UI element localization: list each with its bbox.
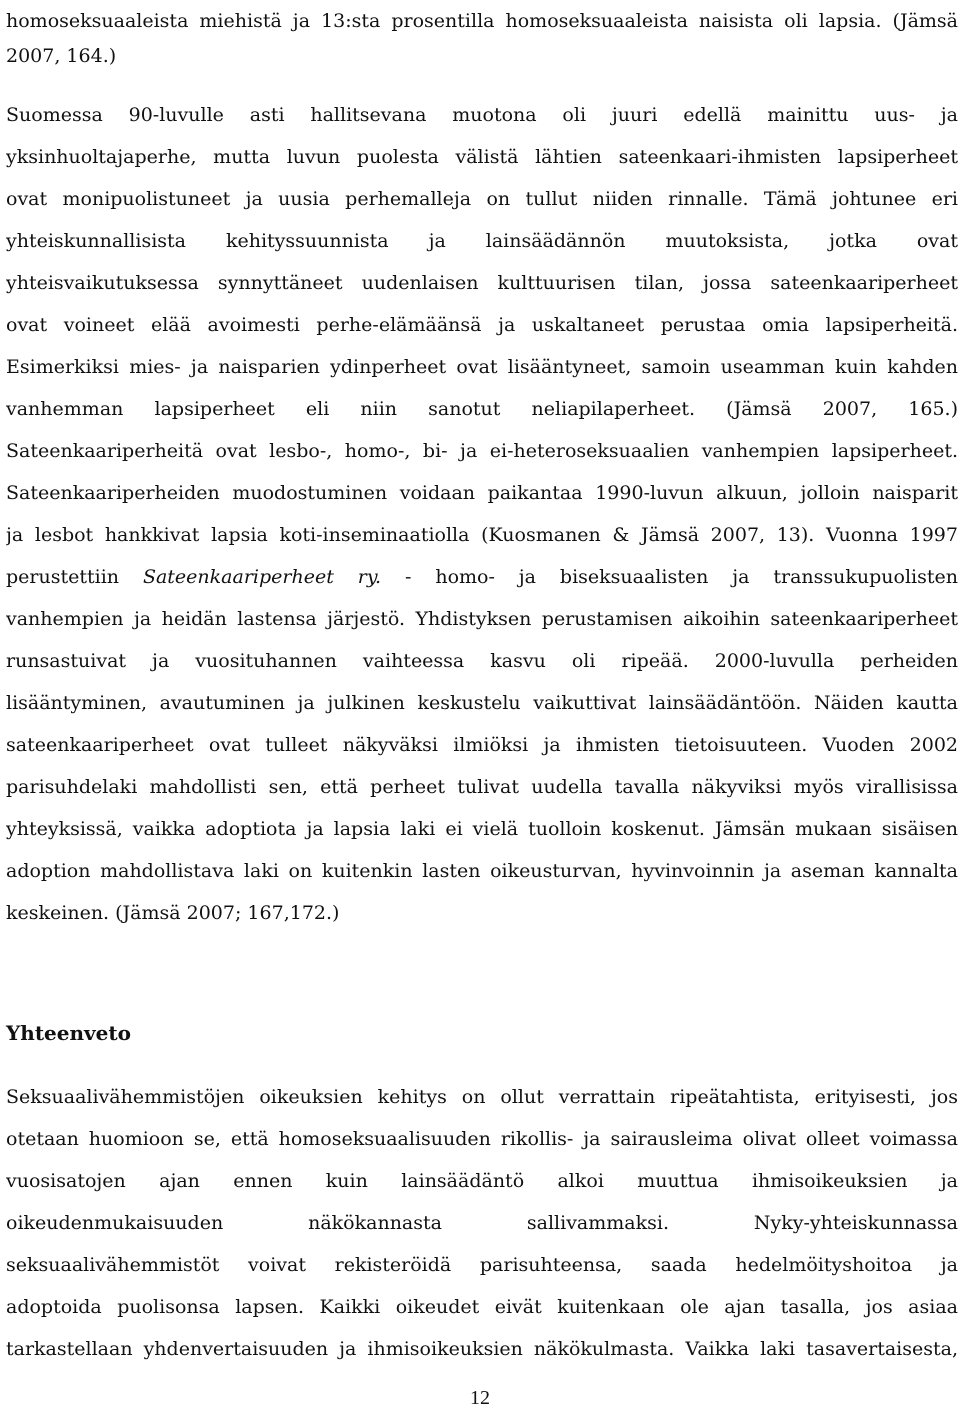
text-line: vuosisatojen ajan ennen kuin lainsäädäntö alkoi muuttua ihmisoikeuksien ja <box>6 1170 958 1192</box>
text-line: yhteisvaikutuksessa synnyttäneet uudenlaisen kulttuurisen tilan, jossa sateenkaariperheet <box>6 272 958 294</box>
text-line: ovat monipuolistuneet ja uusia perhemalleja on tullut niiden rinnalle. Tämä johtunee eri <box>6 188 958 210</box>
text-line: ovat voineet elää avoimesti perhe-elämäänsä ja uskaltaneet perustaa omia lapsiperheitä. <box>6 314 958 336</box>
text-line: sateenkaariperheet ovat tulleet näkyväksi ilmiöksi ja ihmisten tietoisuuteen. Vuoden 2002 <box>6 734 958 756</box>
text-line: 2007, 164.) <box>6 45 117 67</box>
text-line: vanhempien ja heidän lastensa järjestö. Yhdistyksen perustamisen aikoihin sateenkaariperheet <box>6 608 958 630</box>
text-line: parisuhdelaki mahdollisti sen, että perheet tulivat uudella tavalla näkyviksi myös virallisissa <box>6 776 958 798</box>
text-line: Sateenkaariperheitä ovat lesbo-, homo-, bi- ja ei-heteroseksuaalien vanhempien lapsiperheet. <box>6 440 958 462</box>
text-segment: - homo- ja biseksuaalisten ja transsukupuolisten <box>405 566 958 588</box>
text-line: adoptoida puolisonsa lapsen. Kaikki oikeudet eivät kuitenkaan ole ajan tasalla, jos asiaa <box>6 1296 958 1318</box>
page-number: 12 <box>470 1387 490 1409</box>
text-line: seksuaalivähemmistöt voivat rekisteröidä parisuhteensa, saada hedelmöityshoitoa ja <box>6 1254 958 1276</box>
text-line: lisääntyminen, avautuminen ja julkinen keskustelu vaikuttivat lainsäädäntöön. Näiden kautta <box>6 692 958 714</box>
text-line-with-italic <box>6 556 958 598</box>
text-line: Sateenkaariperheiden muodostuminen voidaan paikantaa 1990-luvun alkuun, jolloin naisparit <box>6 482 958 504</box>
text-line: keskeinen. (Jämsä 2007; 167,172.) <box>6 902 340 924</box>
text-line: oikeudenmukaisuuden näkökannasta sallivammaksi. Nyky-yhteiskunnassa <box>6 1212 958 1234</box>
text-line: yhteyksissä, vaikka adoptiota ja lapsia laki ei vielä tuolloin koskenut. Jämsän mukaan sisäisen <box>6 818 958 840</box>
text-line: Seksuaalivähemmistöjen oikeuksien kehitys on ollut verrattain ripeätahtista, erityisesti, jos <box>6 1086 958 1108</box>
text-line: yhteiskunnallisista kehityssuunnista ja lainsäädännön muutoksista, jotka ovat <box>6 230 958 252</box>
text-line: runsastuivat ja vuosituhannen vaihteessa kasvu oli ripeää. 2000-luvulla perheiden <box>6 650 958 672</box>
text-line: Suomessa 90-luvulle asti hallitsevana muotona oli juuri edellä mainittu uus- ja <box>6 104 958 126</box>
text-line: homoseksuaaleista miehistä ja 13:sta prosentilla homoseksuaaleista naisista oli lapsia. (Jämsä <box>6 10 958 32</box>
text-line: otetaan huomioon se, että homoseksuaalisuuden rikollis- ja sairausleima olivat olleet voimassa <box>6 1128 958 1150</box>
text-line: ja lesbot hankkivat lapsia koti-inseminaatiolla (Kuosmanen & Jämsä 2007, 13). Vuonna 1997 <box>6 524 958 546</box>
text-segment: perustettiin <box>6 566 120 588</box>
text-line: Esimerkiksi mies- ja naisparien ydinperheet ovat lisääntyneet, samoin useamman kuin kahden <box>6 356 958 378</box>
organization-name: Sateenkaariperheet ry. <box>142 566 382 588</box>
text-line: tarkastellaan yhdenvertaisuuden ja ihmisoikeuksien näkökulmasta. Vaikka laki tasavertaisesta, <box>6 1338 958 1360</box>
text-line: vanhemman lapsiperheet eli niin sanotut neliapilaperheet. (Jämsä 2007, 165.) <box>6 398 958 420</box>
text-line: yksinhuoltajaperhe, mutta luvun puolesta välistä lähtien sateenkaari-ihmisten lapsiperheet <box>6 146 958 168</box>
text-line: adoption mahdollistava laki on kuitenkin lasten oikeusturvan, hyvinvoinnin ja aseman kannalta <box>6 860 958 882</box>
section-heading: Yhteenveto <box>6 1021 131 1045</box>
